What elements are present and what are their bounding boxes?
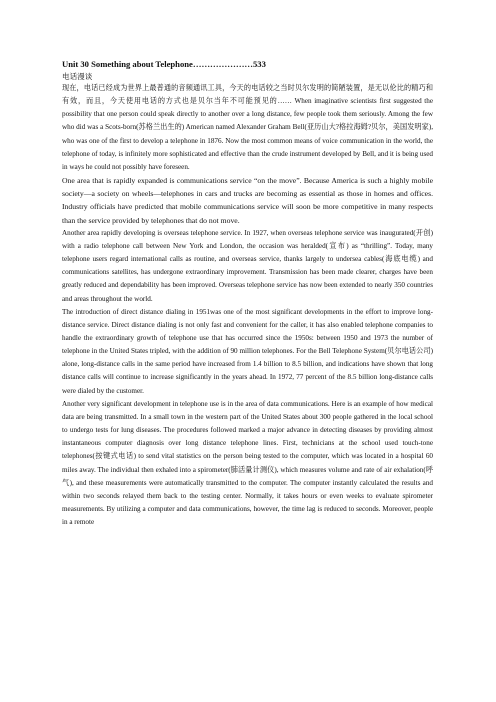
paragraph-1: 现在，电话已经成为世界上最普通的音频通讯工具，今天的电话较之当时贝尔发明的简陋装置，是无以伦比的精巧和有效，而且，今天使用电话的方式也是贝尔当年不可能预见的…… When imaginative scientists first suggested the possibility that one person could speak directly to another over a long distance, few people took them seriously. Among the few who did was a Scots-born(苏格兰出生的) American named Alexander Graham Bell(亚历山大?格拉海姆?贝尔，美国发明家), who was one of the first to develop a telephone in 1876. Now the most common means of voice communication in the world, the telephone of today, is infinitely more sophisticated and effective than the crude instrument developed by Bell, and it is being used in ways he could not possibly have foreseen. <box>62 84 433 171</box>
page-subtitle: 电话漫谈 <box>62 72 93 81</box>
paragraph-3: Another area rapidly developing is overseas telephone service. In 1927, when overseas telephone service was inaugurated(开创) with a radio telephone call between New York and London, the occasion was heralded(宣布) as “thrilling”. Today, many telephone users regard international calls as routine, and overseas service, thanks largely to undersea cables(海底电缆) and communications satellites, has undergone extraordinary improvement. Transmission has been made clearer, charges have been greatly reduced and dependability has been improved. Overseas telephone service has now been extended to nearly 350 countries and areas throughout the world. <box>62 228 433 303</box>
paragraph-4: The introduction of direct distance dialing in 1951was one of the most significant developments in the effort to improve long-distance service. Direct distance dialing is not only fast and convenient for the caller, it has also enabled telephone companies to handle the extraordinary growth of telephone use that has occurred since the 1950s: between 1950 and 1973 the number of telephone in the United States tripled, with the addition of 90 million telephones. For the Bell Telephone System(贝尔电话公司) alone, long-distance calls in the same period have increased from 1.4 billion to 8.5 billion, and indications have shown that long distance calls will continue to increase significantly in the years ahead. In 1972, 77 percent of the 8.5 billion long-distance calls were dialed by the customer. <box>62 307 433 395</box>
page-title: Unit 30 Something about Telephone…………………533 <box>62 59 266 69</box>
document-page <box>62 58 433 529</box>
paragraph-5: Another very significant development in telephone use is in the area of data communications. Here is an example of how medical data are being transmitted. In a small town in the western part of the United States about 300 people gathered in the local school to undergo tests for lung diseases. The procedures followed marked a major advance in detecting diseases by providing almost instantaneous computer diagnosis over long distance telephone lines. First, technicians at the school used touch-tone telephones(按键式电话) to send vital statistics on the person being tested to the computer, which was located in a hospital 60 miles away. The individual then exhaled into a spirometer(肺活量计测仪), which measures volume and rate of air exhalation(呼气), and these measurements were automatically transmitted to the computer. The computer instantly calculated the results and within two seconds relayed them back to the testing center. Normally, it takes hours or even weeks to evaluate spirometer measurements. By utilizing a computer and data communications, however, the time lag is reduced to seconds. Moreover, people in a remote <box>62 399 433 527</box>
paragraph-2: One area that is rapidly expanded is communications service “on the move”. Because America is such a highly mobile society—a society on wheels—telephones in cars and trucks are becoming as essential as those in homes and offices. Industry officials have predicted that mobile communications service will soon be more competitive in many respects than the service provided by telephones that do not move. <box>62 176 433 225</box>
